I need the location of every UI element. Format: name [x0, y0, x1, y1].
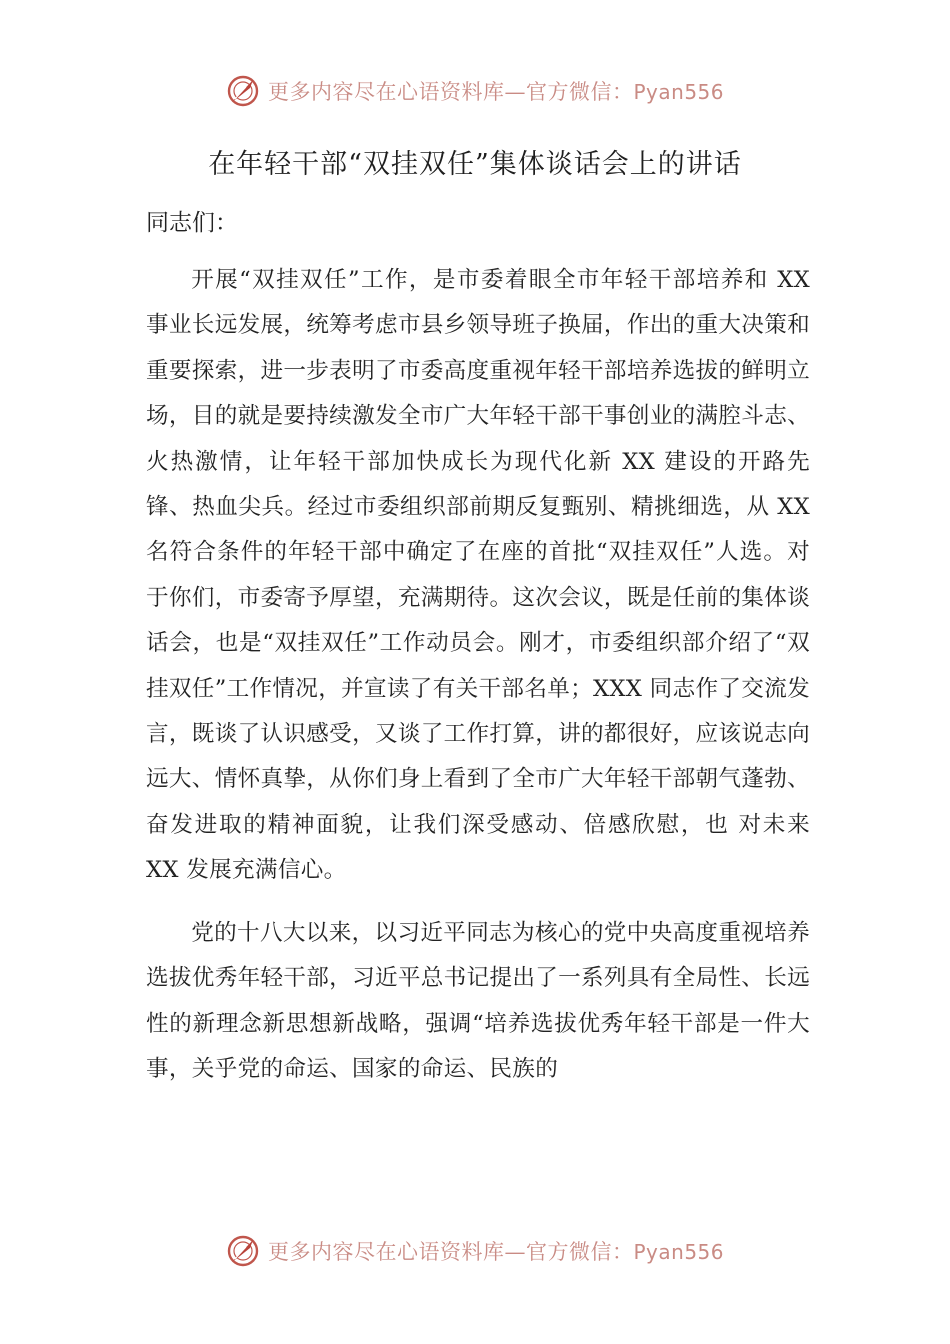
watermark-text: 更多内容尽在心语资料库—官方微信：Pyan556	[267, 1240, 724, 1264]
quill-seal-icon	[226, 1234, 260, 1268]
watermark-text: 更多内容尽在心语资料库—官方微信：Pyan556	[267, 80, 724, 104]
document-title: 在年轻干部“双挂双任”集体谈话会上的讲话	[208, 149, 742, 180]
footer-watermark	[0, 1234, 950, 1268]
header-watermark	[0, 74, 950, 108]
quill-seal-icon	[226, 74, 260, 108]
paragraph-2: 党的十八大以来，以习近平同志为核心的党中央高度重视培养选拔优秀年轻干部，习近平总书记提出了一系列具有全局性、长远性的新理念新思想新战略，强调“培养选拔优秀年轻干部是一件大事，关乎党的命运、国家的命运、民族的	[146, 919, 810, 1082]
document-body	[146, 258, 810, 1109]
paragraph-1: 开展“双挂双任”工作，是市委着眼全市年轻干部培养和 XX 事业长远发展，统筹考虑市县乡领导班子换届，作出的重大决策和重要探索，进一步表明了市委高度重视年轻干部培养选拔的鲜明立场，目的就是要持续激发全市广大年轻干部干事创业的满腔斗志、火热激情，让年轻干部加快成长为现代化新 XX 建设的开路先锋、热血尖兵。经过市委组织部前期反复甄别、精挑细选，从 XX 名符合条件的年轻干部中确定了在座的首批“双挂双任”人选。对于你们，市委寄予厚望，充满期待。这次会议，既是任前的集体谈话会，也是“双挂双任”工作动员会。刚才，市委组织部介绍了“双挂双任”工作情况，并宣读了有关干部名单；XXX 同志作了交流发言，既谈了认识感受，又谈了工作打算，讲的都很好，应该说志向远大、情怀真挚，从你们身上看到了全市广大年轻干部朝气蓬勃、奋发进取的精神面貌，让我们深受感动、倍感欣慰，也 对未来 XX 发展充满信心。	[146, 267, 810, 884]
salutation: 同志们：	[146, 210, 238, 236]
